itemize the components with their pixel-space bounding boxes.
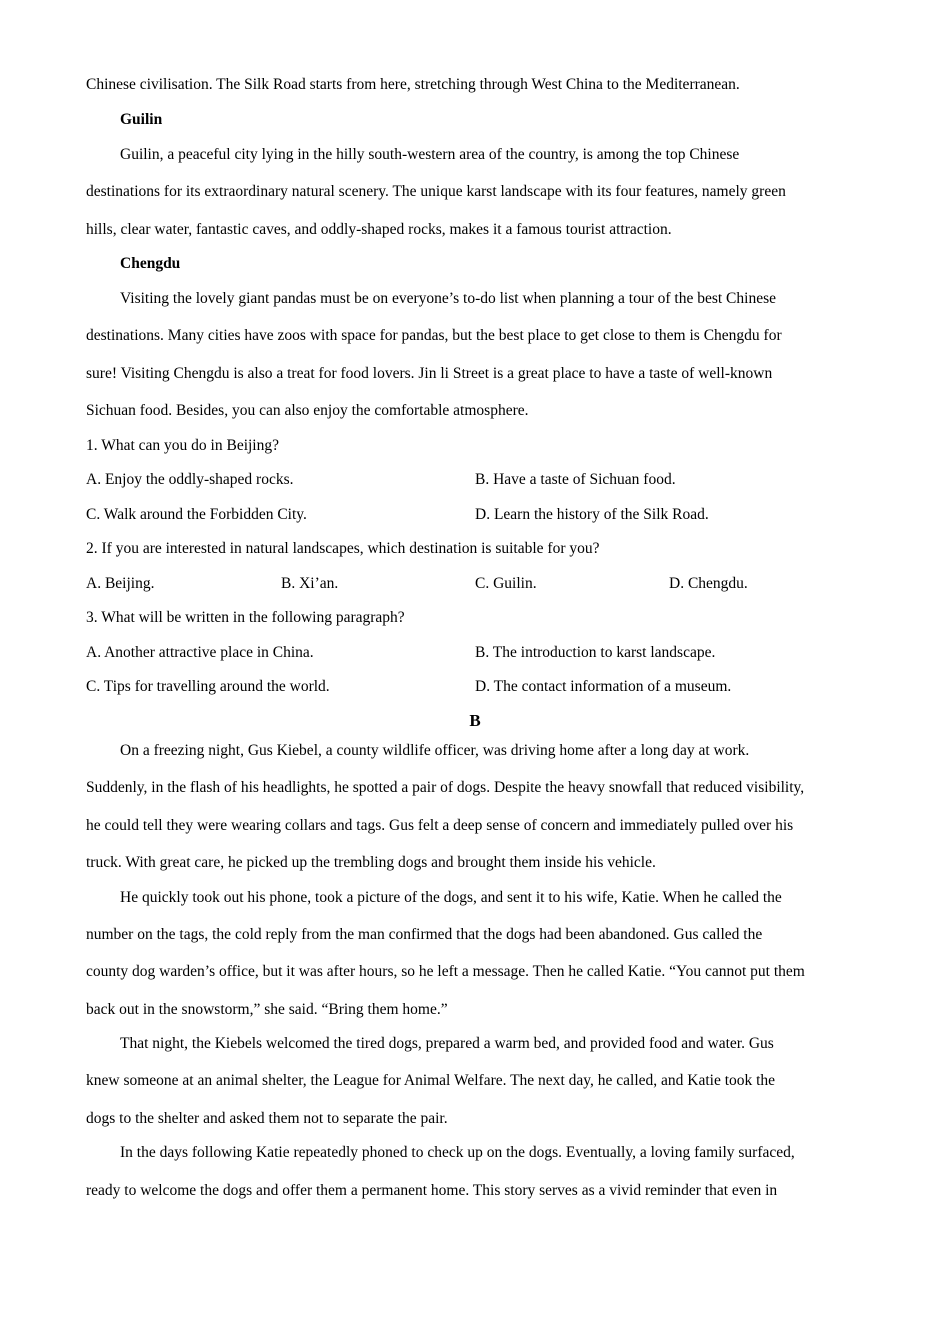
paragraph-line: Chinese civilisation. The Silk Road starts from here, stretching through West China to the Mediterranean.: [86, 76, 740, 93]
question-3-option-d[interactable]: D. The contact information of a museum.: [475, 678, 732, 695]
paragraph-line: Visiting the lovely giant pandas must be on everyone’s to-do list when planning a tour of the best Chinese: [120, 290, 776, 307]
paragraph-line: He quickly took out his phone, took a picture of the dogs, and sent it to his wife, Katie. When he called the: [120, 889, 782, 906]
paragraph-line: back out in the snowstorm,” she said. “Bring them home.”: [86, 1001, 448, 1018]
paragraph-line: knew someone at an animal shelter, the League for Animal Welfare. The next day, he called, and Katie took the: [86, 1072, 776, 1089]
question-1-option-b[interactable]: B. Have a taste of Sichuan food.: [475, 471, 676, 488]
section-heading-guilin: Guilin: [120, 111, 163, 128]
paragraph-line: That night, the Kiebels welcomed the tired dogs, prepared a warm bed, and provided food and water. Gus: [120, 1035, 774, 1052]
question-3-option-a[interactable]: A. Another attractive place in China.: [86, 644, 314, 661]
question-1-option-a[interactable]: A. Enjoy the oddly-shaped rocks.: [86, 471, 294, 488]
paragraph-line: destinations. Many cities have zoos with space for pandas, but the best place to get close to them is Chengdu for: [86, 327, 782, 344]
paragraph-line: county dog warden’s office, but it was after hours, so he left a message. Then he called Katie. “You cannot put them: [86, 963, 805, 980]
section-heading-chengdu: Chengdu: [120, 255, 181, 272]
paragraph-line: number on the tags, the cold reply from the man confirmed that the dogs had been abandoned. Gus called the: [86, 926, 763, 943]
question-2-option-c[interactable]: C. Guilin.: [475, 575, 537, 592]
passage-b-heading: B: [469, 711, 481, 730]
paragraph-line: In the days following Katie repeatedly phoned to check up on the dogs. Eventually, a loving family surfaced,: [120, 1144, 795, 1161]
paragraph-line: he could tell they were wearing collars and tags. Gus felt a deep sense of concern and immediately pulled over his: [86, 817, 794, 834]
paragraph-line: sure! Visiting Chengdu is also a treat for food lovers. Jin li Street is a great place to have a taste of well-known: [86, 365, 773, 382]
question-2-option-a[interactable]: A. Beijing.: [86, 575, 155, 592]
paragraph-line: hills, clear water, fantastic caves, and oddly-shaped rocks, makes it a famous tourist attraction.: [86, 221, 672, 238]
question-2-option-b[interactable]: B. Xi’an.: [281, 575, 339, 592]
question-2-option-d[interactable]: D. Chengdu.: [669, 575, 748, 592]
question-stem-1: 1. What can you do in Beijing?: [86, 437, 279, 454]
paragraph-line: destinations for its extraordinary natural scenery. The unique karst landscape with its four features, namely green: [86, 183, 786, 200]
question-1-option-d[interactable]: D. Learn the history of the Silk Road.: [475, 506, 709, 523]
paragraph-line: ready to welcome the dogs and offer them a permanent home. This story serves as a vivid reminder that even in: [86, 1182, 778, 1199]
question-3-option-c[interactable]: C. Tips for travelling around the world.: [86, 678, 330, 695]
paragraph-line: Guilin, a peaceful city lying in the hilly south-western area of the country, is among the top Chinese: [120, 146, 740, 163]
question-1-option-c[interactable]: C. Walk around the Forbidden City.: [86, 506, 307, 523]
paragraph-line: On a freezing night, Gus Kiebel, a county wildlife officer, was driving home after a long day at work.: [120, 742, 750, 759]
paragraph-line: Sichuan food. Besides, you can also enjoy the comfortable atmosphere.: [86, 402, 529, 419]
question-stem-3: 3. What will be written in the following paragraph?: [86, 609, 405, 626]
question-3-option-b[interactable]: B. The introduction to karst landscape.: [475, 644, 716, 661]
paragraph-line: dogs to the shelter and asked them not to separate the pair.: [86, 1110, 448, 1127]
paragraph-line: truck. With great care, he picked up the trembling dogs and brought them inside his vehicle.: [86, 854, 656, 871]
paragraph-line: Suddenly, in the flash of his headlights, he spotted a pair of dogs. Despite the heavy snowfall that reduced visibility,: [86, 779, 805, 796]
question-stem-2: 2. If you are interested in natural landscapes, which destination is suitable for you?: [86, 540, 600, 557]
